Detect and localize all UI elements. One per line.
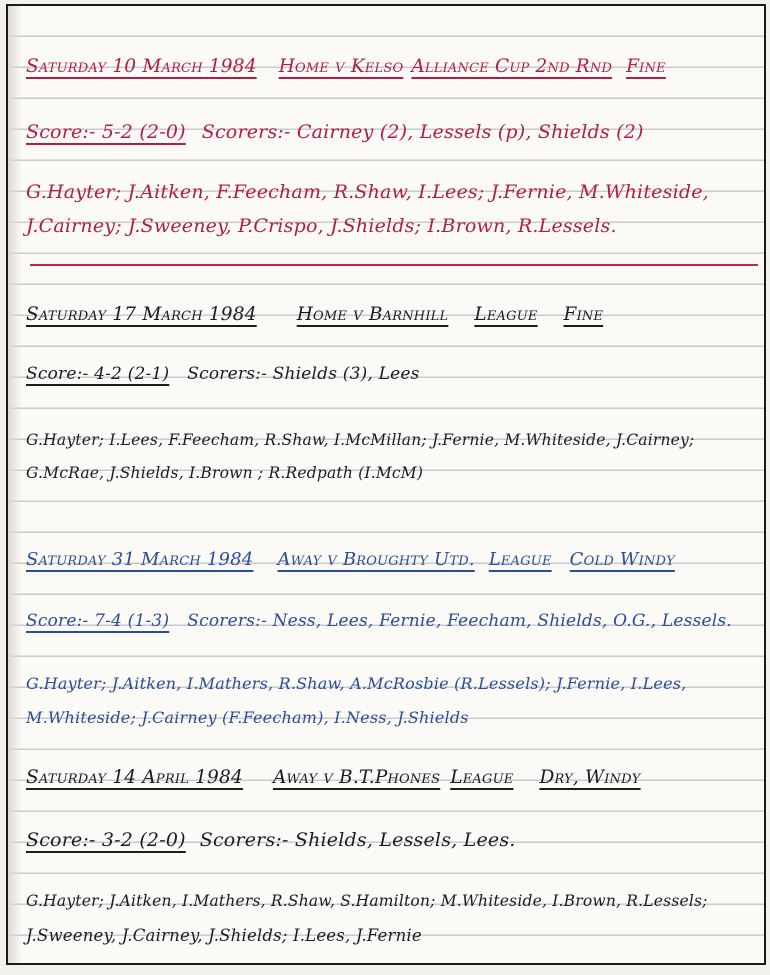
match-date: Saturday 17 March 1984 — [26, 304, 257, 325]
match-header-3 — [26, 549, 758, 570]
lineup-line-2a: G.Hayter; I.Lees, F.Feecham, R.Shaw, I.McMillan; J.Fernie, M.Whiteside, J.Cairney; — [26, 431, 695, 449]
match-score: Score:- 5-2 (2-0) — [26, 121, 186, 143]
match-competition: League — [450, 767, 514, 788]
match-competition: League — [488, 549, 552, 570]
match-result-2 — [26, 364, 758, 384]
lineup-line-1b: J.Cairney; J.Sweeney, P.Crispo, J.Shields; I.Brown, R.Lessels. — [26, 215, 617, 237]
lineup-line-3a: G.Hayter; J.Aitken, I.Mathers, R.Shaw, A.McRosbie (R.Lessels); J.Fernie, I.Lees, — [26, 674, 687, 693]
match-result-4 — [26, 829, 758, 851]
match-score: Score:- 7-4 (1-3) — [26, 611, 170, 631]
lineup-line-2b: G.McRae, J.Shields, I.Brown ; R.Redpath (I.McM) — [26, 464, 424, 482]
match-result-1 — [26, 121, 758, 143]
match-scorers: Scorers:- Cairney (2), Lessels (p), Shields (2) — [201, 121, 644, 143]
entry-divider — [30, 264, 758, 266]
lineup-line-1a: G.Hayter; J.Aitken, F.Feecham, R.Shaw, I.Lees; J.Fernie, M.Whiteside, — [26, 181, 709, 203]
match-score: Score:- 4-2 (2-1) — [26, 364, 170, 384]
match-weather: Fine — [626, 56, 666, 77]
match-result-3 — [26, 611, 758, 631]
match-competition: League — [474, 304, 538, 325]
match-fixture: Home v Kelso — [278, 56, 404, 77]
match-scorers: Scorers:- Shields (3), Lees — [187, 364, 420, 384]
page-edge-shadow — [8, 6, 22, 963]
notebook-page — [6, 4, 766, 965]
match-weather: Fine — [563, 304, 604, 325]
match-scorers: Scorers:- Shields, Lessels, Lees. — [199, 829, 516, 851]
match-fixture: Away v B.T.Phones — [272, 767, 441, 788]
match-weather: Dry, Windy — [539, 767, 641, 788]
match-date: Saturday 10 March 1984 — [26, 56, 257, 77]
lineup-line-3b: M.Whiteside; J.Cairney (F.Feecham), I.Ness, J.Shields — [26, 708, 469, 727]
lineup-line-4b: J.Sweeney, J.Cairney, J.Shields; I.Lees, J.Fernie — [26, 926, 422, 945]
match-fixture: Away v Broughty Utd. — [277, 549, 475, 570]
match-competition: Alliance Cup 2nd Rnd — [411, 56, 613, 77]
match-date: Saturday 31 March 1984 — [26, 549, 254, 570]
match-date: Saturday 14 April 1984 — [26, 767, 243, 788]
lineup-line-4a: G.Hayter; J.Aitken, I.Mathers, R.Shaw, S.Hamilton; M.Whiteside, I.Brown, R.Lessels; — [26, 892, 708, 910]
match-weather: Cold Windy — [569, 549, 675, 570]
match-header-2 — [26, 304, 758, 325]
match-score: Score:- 3-2 (2-0) — [26, 829, 186, 851]
match-scorers: Scorers:- Ness, Lees, Fernie, Feecham, Shields, O.G., Lessels. — [187, 611, 732, 631]
match-header-1 — [26, 56, 758, 77]
match-header-4 — [26, 767, 758, 788]
match-fixture: Home v Barnhill — [296, 304, 449, 325]
